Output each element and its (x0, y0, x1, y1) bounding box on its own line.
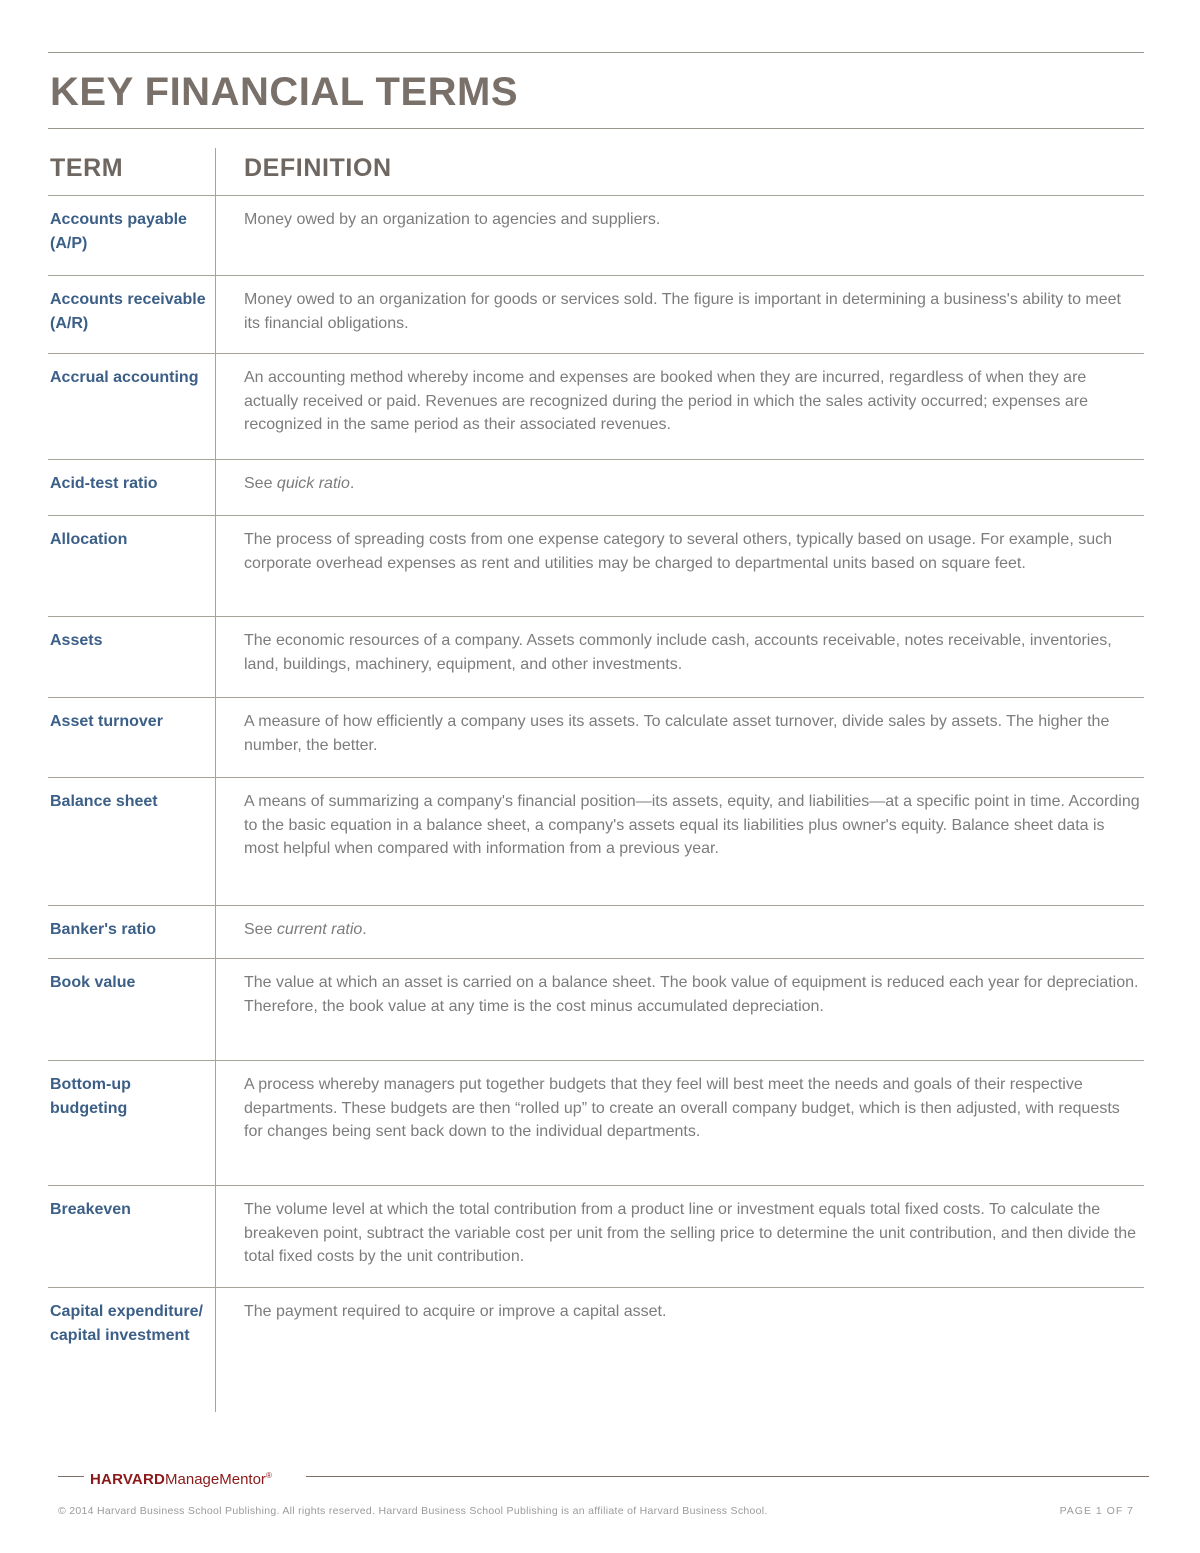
term-cell: Capital expenditure/ capital investment (48, 1288, 216, 1412)
table-row (48, 460, 1144, 516)
term-cell: Accrual accounting (48, 354, 216, 459)
cross-reference-term: quick ratio (276, 475, 350, 492)
page-title: KEY FINANCIAL TERMS (50, 70, 519, 114)
table-row (48, 959, 1144, 1061)
brand-managementor-text: ManageMentor (165, 1471, 266, 1488)
glossary-table (48, 148, 1144, 1412)
table-row (48, 516, 1144, 617)
term-column-header: TERM (48, 148, 216, 195)
definition-cell: The economic resources of a company. Assets commonly include cash, accounts receivable, notes receivable, inventories, land, buildings, machinery, equipment, and other investments. (244, 632, 1112, 673)
table-row (48, 276, 1144, 354)
definition-cell: A process whereby managers put together budgets that they feel will best meet the needs and goals of their respective departments. These budgets are then “rolled up” to create an overall company budget, which is then adjusted, with requests for changes being sent back down to the individual departments. (244, 1076, 1120, 1140)
table-row (48, 1186, 1144, 1288)
definition-cell: Money owed to an organization for goods or services sold. The figure is important in determining a business's ability to meet its financial obligations. (244, 291, 1121, 332)
definition-column-header: DEFINITION (244, 154, 392, 182)
definition-cell: A means of summarizing a company's financial position—its assets, equity, and liabilities—at a specific point in time. According to the basic equation in a balance sheet, a company's assets equal its liabilities plus owner's equity. Balance sheet data is most helpful when compared with information from a previous year. (244, 793, 1140, 857)
term-cell: Asset turnover (48, 698, 216, 777)
term-cell: Allocation (48, 516, 216, 616)
definition-text: See (244, 921, 277, 938)
table-header-row (48, 148, 1144, 196)
term-cell: Balance sheet (48, 778, 216, 905)
table-row (48, 1061, 1144, 1186)
definition-cell: The volume level at which the total contribution from a product line or investment equals total fixed costs. To calculate the breakeven point, subtract the variable cost per unit from the selling price to determine the unit contribution, and then divide the total fixed costs by the unit contribution. (244, 1201, 1137, 1265)
page-number: PAGE 1 OF 7 (1059, 1505, 1134, 1517)
registered-mark: ® (265, 1471, 272, 1480)
definition-cell: The value at which an asset is carried on a balance sheet. The book value of equipment is reduced each year for depreciation. Therefore, the book value at any time is the cost minus accumulated depreciation. (244, 974, 1139, 1015)
term-cell: Accounts payable (A/P) (48, 196, 216, 275)
definition-cell: An accounting method whereby income and expenses are booked when they are incurred, regardless of when they are actually received or paid. Revenues are recognized during the period in which the sales activity occurred; expenses are recognized in the same period as their associated revenues. (244, 369, 1089, 433)
table-row (48, 196, 1144, 276)
copyright-notice: © 2014 Harvard Business School Publishing. All rights reserved. Harvard Business School Publishing is an affiliate of Harvard Business School. (58, 1505, 768, 1517)
brand-logo (90, 1466, 272, 1490)
definition-cell: Money owed by an organization to agencies and suppliers. (244, 211, 661, 228)
definition-text: . (362, 921, 367, 938)
table-row (48, 354, 1144, 460)
definition-cell (216, 460, 1144, 515)
table-row (48, 1288, 1144, 1412)
table-row (48, 617, 1144, 698)
footer-rule-left (58, 1476, 84, 1477)
term-cell: Assets (48, 617, 216, 697)
term-cell: Acid-test ratio (48, 460, 216, 515)
definition-cell (216, 906, 1144, 958)
definition-text: See (244, 475, 277, 492)
definition-text: . (349, 475, 355, 492)
table-row (48, 778, 1144, 906)
term-cell: Banker's ratio (48, 906, 216, 958)
cross-reference-term: current ratio (276, 921, 363, 938)
definition-cell: The payment required to acquire or improve a capital asset. (244, 1303, 667, 1320)
brand-harvard-text: HARVARD (90, 1471, 166, 1488)
term-cell: Book value (48, 959, 216, 1060)
definition-cell: A measure of how efficiently a company uses its assets. To calculate asset turnover, divide sales by assets. The higher the number, the better. (244, 713, 1110, 754)
term-cell: Breakeven (48, 1186, 216, 1287)
footer-rule-right (306, 1476, 1149, 1477)
top-rule (48, 52, 1144, 53)
title-rule (48, 128, 1144, 129)
term-cell: Accounts receivable (A/R) (48, 276, 216, 353)
table-row (48, 906, 1144, 959)
term-cell: Bottom-up budgeting (48, 1061, 216, 1185)
table-row (48, 698, 1144, 778)
page-footer (0, 1462, 1200, 1552)
definition-cell: The process of spreading costs from one expense category to several others, typically based on usage. For example, such corporate overhead expenses as rent and utilities may be charged to departmental units based on square feet. (244, 531, 1113, 572)
